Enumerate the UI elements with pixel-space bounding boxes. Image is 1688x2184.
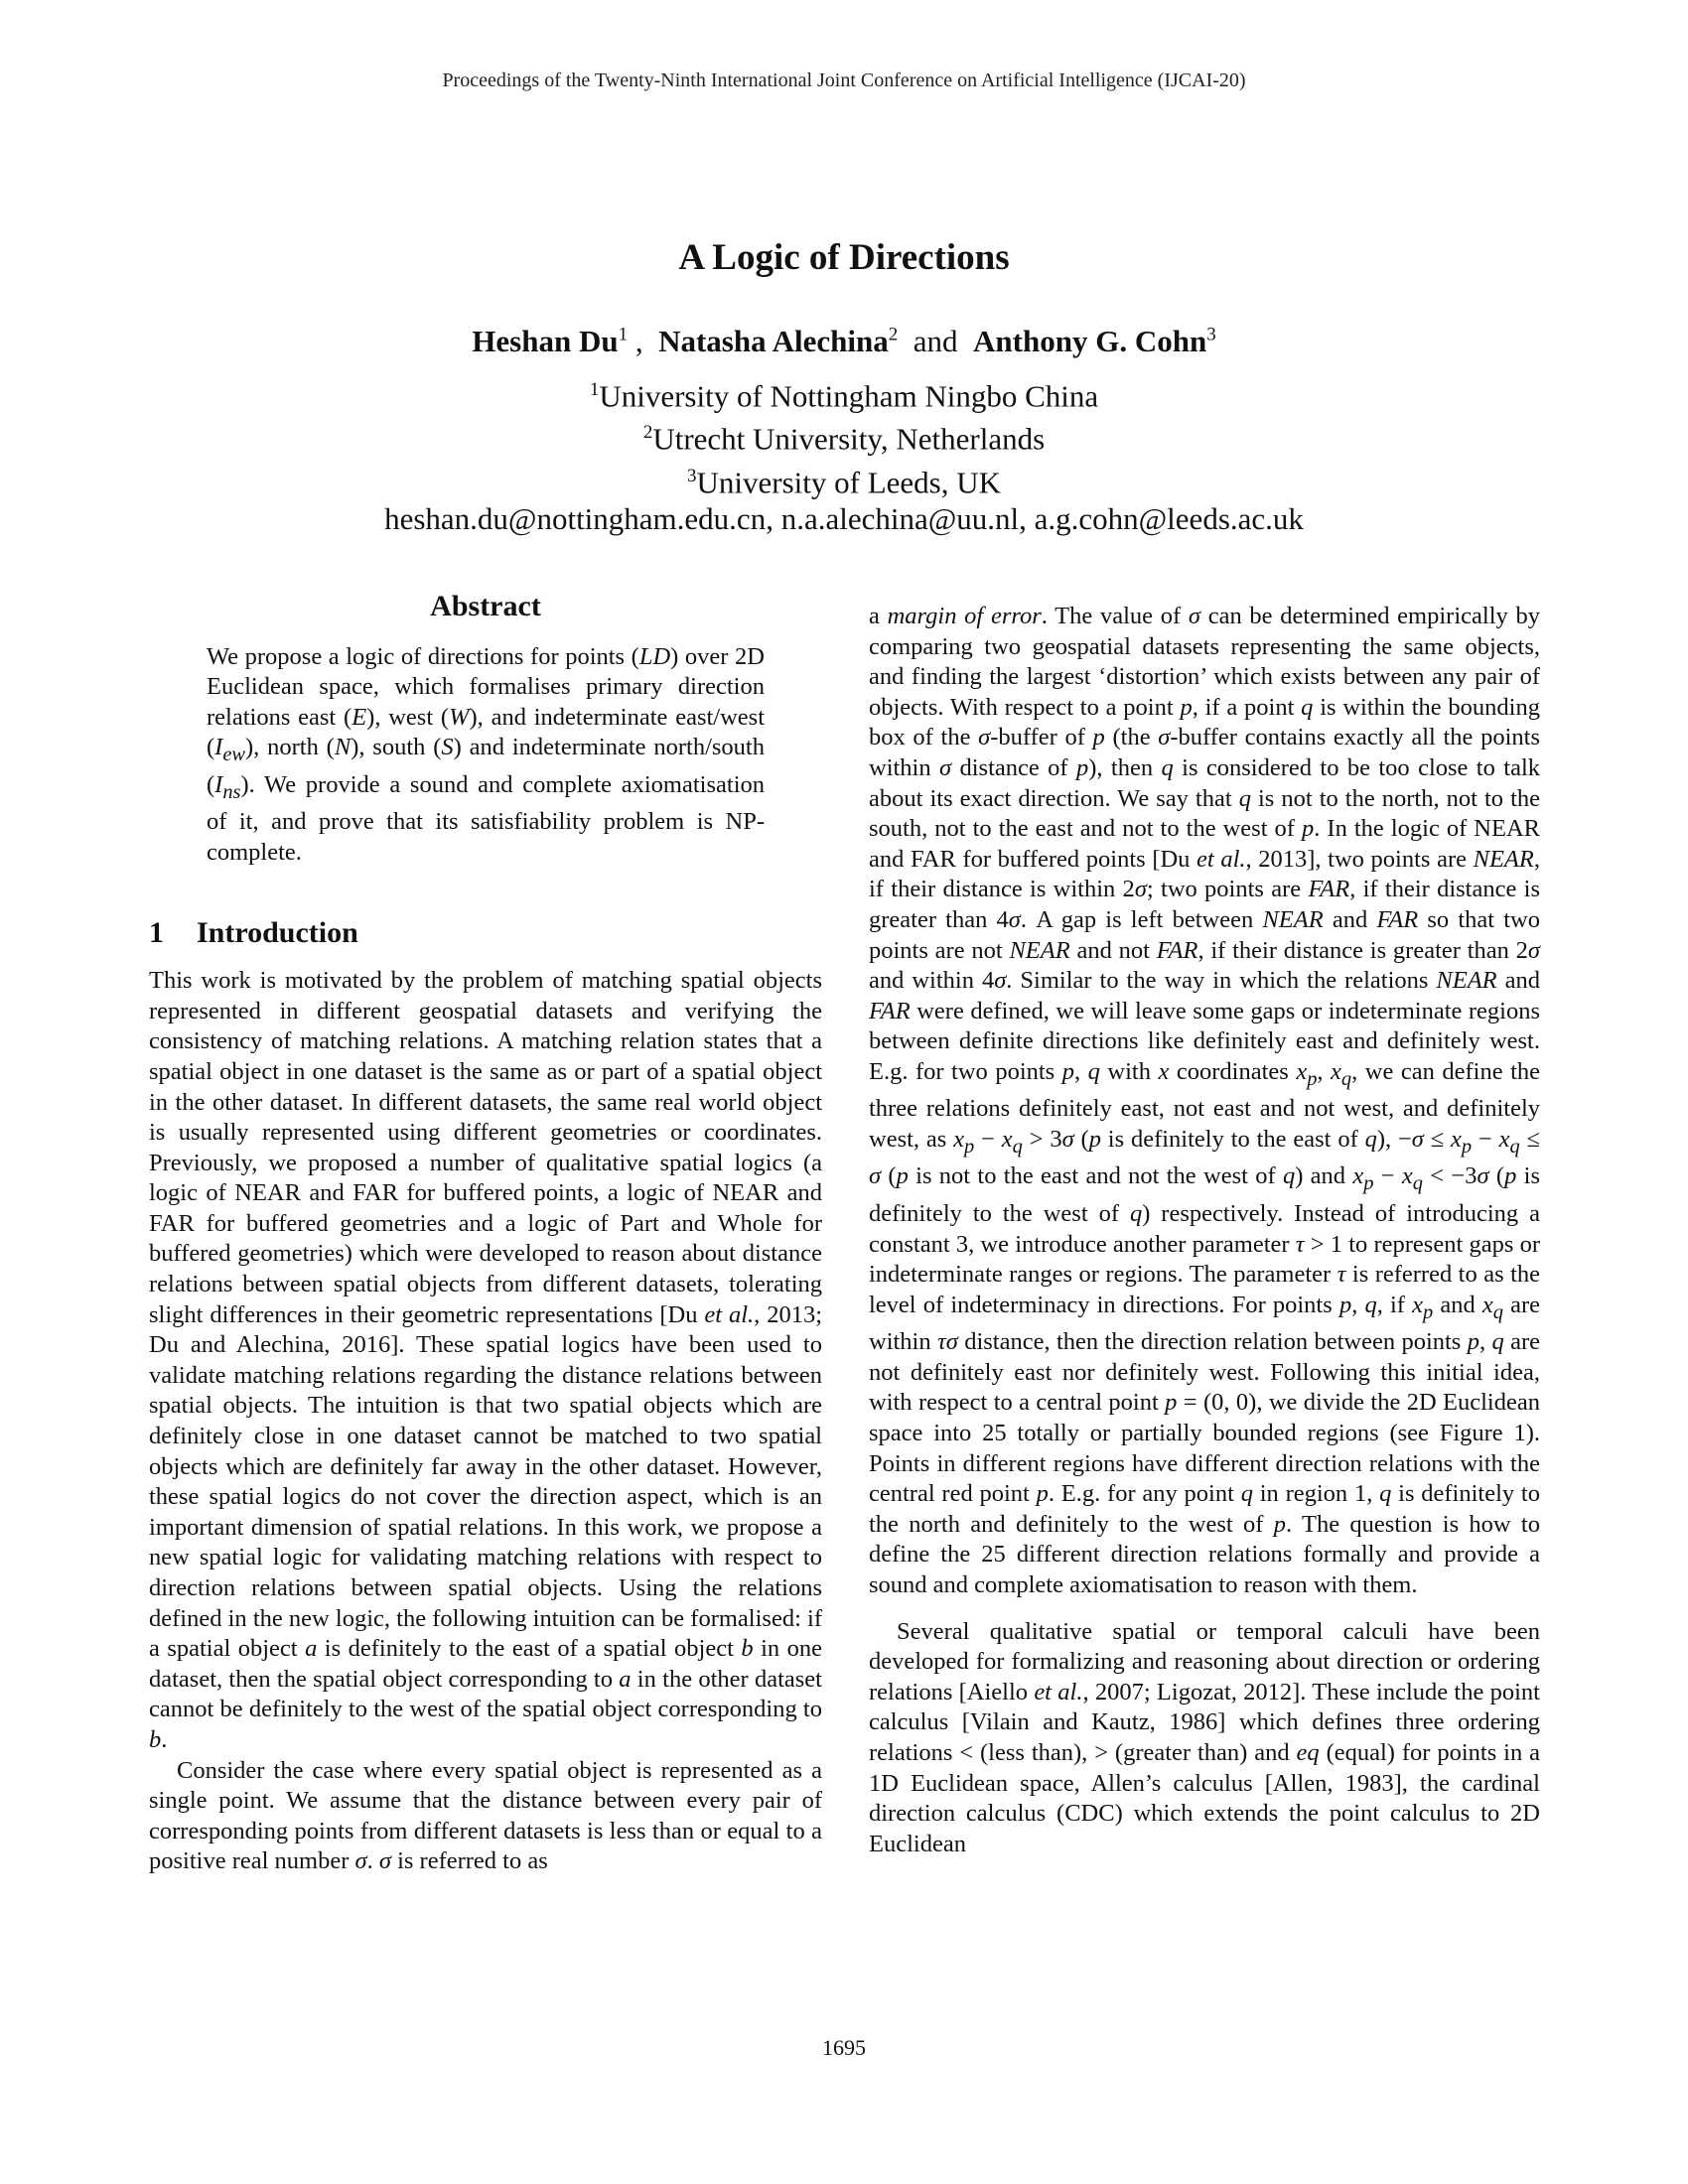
abstract-heading: Abstract <box>430 590 541 622</box>
author-affil-mark: 3 <box>1206 324 1216 345</box>
paragraph: Several qualitative spatial or temporal calculi have been developed for formalizing and reasoning about direction or ordering relations [Aiello et al., 2007; Ligozat, 2012]. These include the point calculus [Vilain and Kautz, 1986] which defines three ordering relations < (less than), > (greater than) and eq (equal) for points in a 1D Euclidean space, Allen’s calculus [Allen, 1983], the cardinal direction calculus (CDC) which extends the point calculus to 2D Euclidean <box>869 1617 1540 1857</box>
paragraph: This work is motivated by the problem of matching spatial objects represented in different geospatial datasets and verifying the consistency of matching relations. A matching relation states that a spatial object in one dataset is the same as or part of a spatial object in the other dataset. In different datasets, the same real world object is usually represented using different geometries or coordinates. Previously, we proposed a number of qualitative spatial logics (a logic of NEAR and FAR for buffered points, a logic of NEAR and FAR for buffered geometries and a logic of Part and Whole for buffered geometries) which were developed to reason about distance relations between spatial objects from different datasets, tolerating slight differences in their geometric representations [Du et al., 2013; Du and Alechina, 2016]. These spatial logics have been used to validate matching relations regarding the distance relations between spatial objects. The intuition is that two spatial objects which are definitely close in one dataset cannot be matched to two spatial objects which are definitely far away in the other dataset. However, these spatial logics do not cover the direction aspect, which is an important dimension of spatial relations. In this work, we propose a new spatial logic for validating matching relations with respect to direction relations between spatial objects. Using the relations defined in the new logic, the following intuition can be formalised: if a spatial object a is definitely to the east of a spatial object b in one dataset, then the spatial object corresponding to a in the other dataset cannot be definitely to the west of the spatial object corresponding to b. <box>149 967 822 1753</box>
right-column <box>869 602 1540 1859</box>
author-name: Anthony G. Cohn <box>973 324 1207 358</box>
page-number: 1695 <box>822 2035 866 2060</box>
paper-title: A Logic of Directions <box>678 237 1010 278</box>
affiliation: $^3$University of Leeds, UK <box>687 464 1001 499</box>
author-separator: , <box>634 324 643 358</box>
left-column <box>149 592 822 1877</box>
author-affil-mark: 2 <box>888 324 899 345</box>
author-affil-mark: 1 <box>618 324 629 345</box>
author-line <box>0 324 1688 359</box>
affiliation: $^2$Utrecht University, Netherlands <box>642 421 1046 457</box>
author-separator: and <box>913 324 958 358</box>
proceedings-header: Proceedings of the Twenty-Ninth International Joint Conference on Artificial Intelligence (IJCAI-20) <box>442 69 1246 91</box>
paragraph: a margin of error. The value of σ can be determined empirically by comparing two geospatial datasets representing the same objects, and finding the largest ‘distortion’ which exists between any pair of objects. With respect to a point p, if a point q is within the bounding box of the σ-buffer of p (the σ-buffer contains exactly all the points within σ distance of p), then q is considered to be too close to talk about its exact direction. We say that q is not to the north, not to the south, not to the east and not to the west of p. In the logic of NEAR and FAR for buffered points [Du et al., 2013], two points are NEAR, if their distance is within 2σ; two points are FAR, if their distance is greater than 4σ. A gap is left between NEAR and FAR so that two points are not NEAR and not FAR, if their distance is greater than 2σ and within 4σ. Similar to the way in which the relations NEAR and FAR were defined, we will leave some gaps or indeterminate regions between definite directions like definitely east and definitely west. E.g. for two points p, q with x coordinates $x_p$, $x_q$, we can define the three relations definitely east, not east and not west, and definitely west, as $x_p - x_q > 3\sigma$ (p is definitely to the east of q), $-\sigma \le x_p - x_q \le \sigma$ (p is not to the east and not the west of q) and $x_p - x_q < -3\sigma$ (p is definitely to the west of q) respectively. Instead of introducing a constant 3, we introduce another parameter τ > 1 to represent gaps or indeterminate ranges or regions. The parameter τ is referred to as the level of indeterminacy in directions. For points p, q, if $x_p$ and $x_q$ are within τσ distance, then the direction relation between points p, q are not definitely east nor definitely west. Following this initial idea, with respect to a central point p = (0, 0), we divide the 2D Euclidean space into 25 totally or partially bounded regions (see Figure 1). Points in different regions have different direction relations with the central red point p. E.g. for any point q in region 1, q is definitely to the north and definitely to the west of p. The question is how to define the 25 different direction relations formally and provide a sound and complete axiomatisation to reason with them. <box>869 603 1541 1598</box>
abstract-body: We propose a logic of directions for points (LD) over 2D Euclidean space, which formalises primary direction relations east (E), west (W), and indeterminate east/west $(I_{ew})$, north (N), south (S) and indeterminate north/south $(I_{ns})$. We provide a sound and complete axiomatisation of it, and prove that its satisfiability problem is NP-complete. <box>207 642 765 866</box>
affiliations <box>0 371 1688 537</box>
author-name: Natasha Alechina <box>658 324 889 358</box>
section-title: Introduction <box>197 915 358 949</box>
author-name: Heshan Du <box>472 324 619 358</box>
paragraph: Consider the case where every spatial object is represented as a single point. We assume that the distance between every pair of corresponding points from different datasets is less than or equal to a positive real number σ. σ is referred to as <box>149 1756 822 1875</box>
section-number: 1 <box>149 915 164 949</box>
section-heading <box>149 915 822 949</box>
affiliation: $^1$University of Nottingham Ningbo China <box>589 378 1099 414</box>
author-emails: heshan.du@nottingham.edu.cn, n.a.alechina@uu.nl, a.g.cohn@leeds.ac.uk <box>384 500 1304 536</box>
